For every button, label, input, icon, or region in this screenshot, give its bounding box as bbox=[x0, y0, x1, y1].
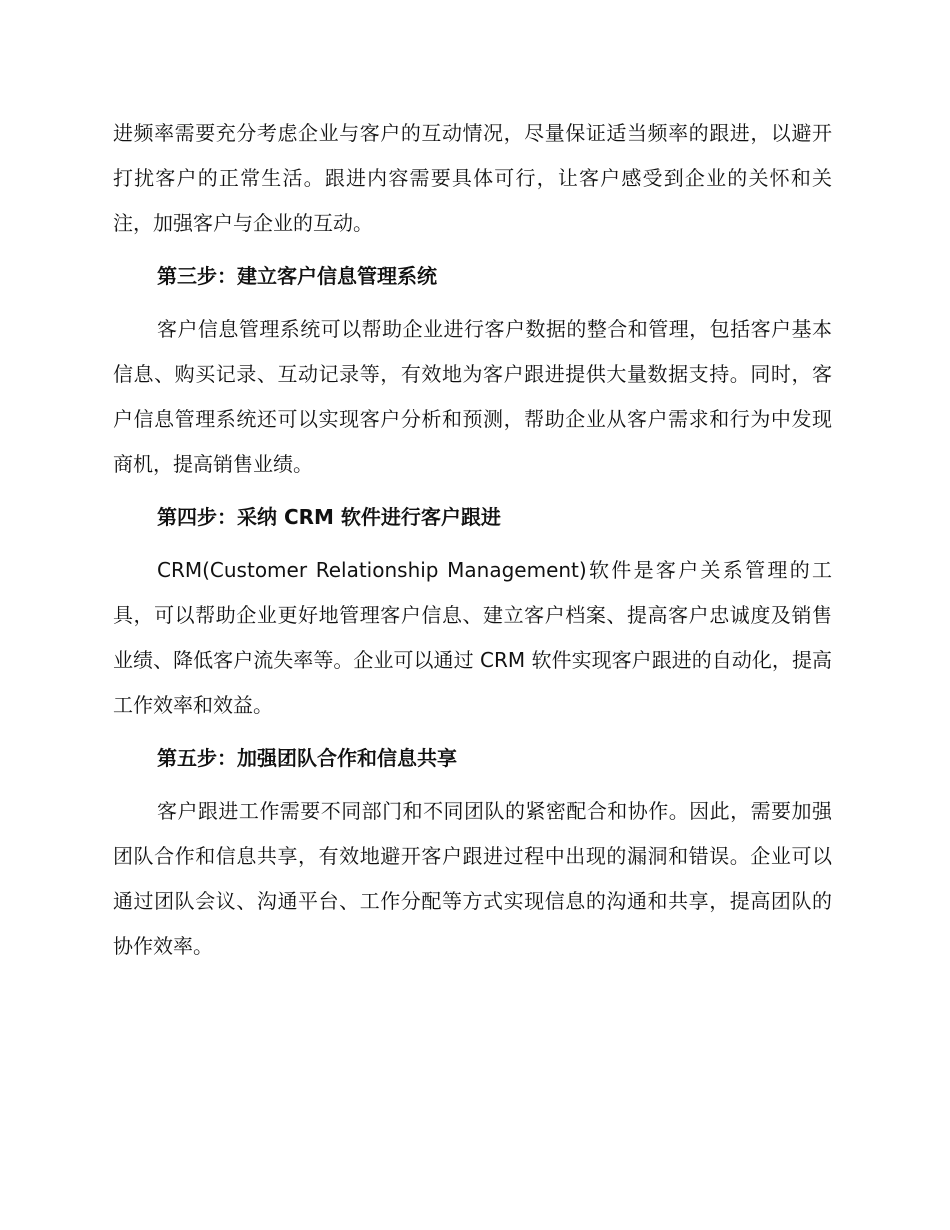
paragraph-follow-up-frequency: 进频率需要充分考虑企业与客户的互动情况，尽量保证适当频率的跟进，以避开打扰客户的正常生活。跟进内容需要具体可行，让客户感受到企业的关怀和关注，加强客户与企业的互动。 bbox=[113, 121, 832, 235]
paragraph-team-cooperation: 客户跟进工作需要不同部门和不同团队的紧密配合和协作。因此，需要加强团队合作和信息共享，有效地避开客户跟进过程中出现的漏洞和错误。企业可以通过团队会议、沟通平台、工作分配等方式实现信息的沟通和共享，提高团队的协作效率。 bbox=[113, 799, 832, 958]
heading-step-five: 第五步：加强团队合作和信息共享 bbox=[157, 746, 457, 770]
paragraph-crm-software: CRM(Customer Relationship Management)软件是客户关系管理的工具，可以帮助企业更好地管理客户信息、建立客户档案、提高客户忠诚度及销售业绩、降低客户流失率等。企业可以通过 CRM 软件实现客户跟进的自动化，提高工作效率和效益。 bbox=[113, 558, 832, 717]
heading-step-four: 第四步：采纳 CRM 软件进行客户跟进 bbox=[157, 505, 501, 529]
paragraph-customer-info-system: 客户信息管理系统可以帮助企业进行客户数据的整合和管理，包括客户基本信息、购买记录、互动记录等，有效地为客户跟进提供大量数据支持。同时，客户信息管理系统还可以实现客户分析和预测，帮助企业从客户需求和行为中发现商机，提高销售业绩。 bbox=[113, 317, 832, 476]
heading-step-three: 第三步：建立客户信息管理系统 bbox=[157, 264, 437, 288]
